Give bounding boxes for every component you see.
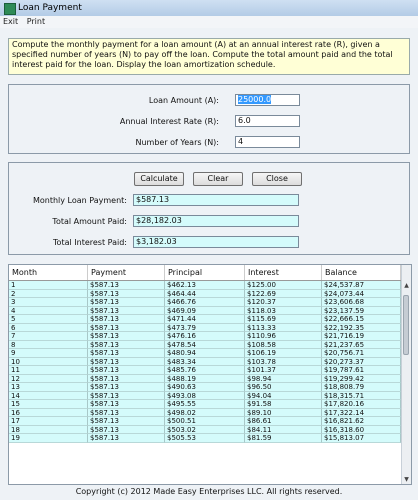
table-cell-payment: $587.13 — [88, 417, 165, 426]
years-label: Number of Years (N): — [135, 138, 219, 147]
table-cell-principal: $473.79 — [165, 324, 245, 333]
table-cell-month: 1 — [9, 281, 88, 290]
table-cell-month: 12 — [9, 375, 88, 384]
menu-print[interactable]: Print — [26, 17, 46, 26]
table-row[interactable] — [9, 281, 401, 290]
table-cell-month: 14 — [9, 392, 88, 401]
table-cell-month: 7 — [9, 332, 88, 341]
table-cell-interest: $89.10 — [245, 409, 322, 418]
table-cell-month: 5 — [9, 315, 88, 324]
table-body — [9, 281, 401, 443]
total-paid-label: Total Amount Paid: — [52, 217, 127, 226]
rate-label: Annual Interest Rate (R): — [119, 117, 219, 126]
table-cell-balance: $24,073.44 — [322, 290, 401, 299]
table-cell-interest: $81.59 — [245, 434, 322, 443]
table-cell-interest: $113.33 — [245, 324, 322, 333]
window-title: Loan Payment — [18, 3, 82, 13]
scroll-down-icon[interactable]: ▼ — [404, 476, 409, 483]
table-cell-interest: $101.37 — [245, 366, 322, 375]
vertical-scrollbar[interactable] — [401, 265, 411, 484]
table-cell-principal: $469.09 — [165, 307, 245, 316]
table-cell-balance: $20,756.71 — [322, 349, 401, 358]
table-cell-interest: $94.04 — [245, 392, 322, 401]
table-cell-payment: $587.13 — [88, 298, 165, 307]
table-cell-principal: $488.19 — [165, 375, 245, 384]
table-row[interactable] — [9, 290, 401, 299]
title-bar — [0, 0, 418, 17]
column-header-balance[interactable]: Balance — [322, 265, 401, 280]
loan-amount-label: Loan Amount (A): — [148, 96, 219, 105]
table-cell-month: 17 — [9, 417, 88, 426]
table-cell-month: 9 — [9, 349, 88, 358]
table-cell-payment: $587.13 — [88, 426, 165, 435]
table-cell-payment: $587.13 — [88, 366, 165, 375]
table-cell-interest: $108.58 — [245, 341, 322, 350]
table-cell-principal: $498.02 — [165, 409, 245, 418]
table-cell-balance: $16,821.62 — [322, 417, 401, 426]
table-cell-month: 2 — [9, 290, 88, 299]
close-button[interactable]: Close — [252, 172, 302, 186]
table-cell-balance: $16,318.60 — [322, 426, 401, 435]
table-cell-principal: $495.55 — [165, 400, 245, 409]
table-cell-balance: $19,787.61 — [322, 366, 401, 375]
table-cell-balance: $24,537.87 — [322, 281, 401, 290]
table-cell-interest: $103.78 — [245, 358, 322, 367]
table-cell-balance: $23,606.68 — [322, 298, 401, 307]
table-cell-payment: $587.13 — [88, 307, 165, 316]
table-header — [9, 265, 401, 281]
scroll-up-icon[interactable]: ▲ — [404, 282, 409, 289]
table-cell-payment: $587.13 — [88, 400, 165, 409]
table-cell-payment: $587.13 — [88, 315, 165, 324]
loan-amount-input[interactable]: 25000.0 — [235, 94, 300, 106]
table-row[interactable] — [9, 400, 401, 409]
table-row[interactable] — [9, 366, 401, 375]
column-header-payment[interactable]: Payment — [88, 265, 165, 280]
table-cell-interest: $98.94 — [245, 375, 322, 384]
table-cell-payment: $587.13 — [88, 392, 165, 401]
column-header-interest[interactable]: Interest — [245, 265, 322, 280]
table-cell-balance: $21,237.65 — [322, 341, 401, 350]
table-cell-payment: $587.13 — [88, 281, 165, 290]
table-cell-interest: $110.96 — [245, 332, 322, 341]
table-cell-month: 8 — [9, 341, 88, 350]
table-row[interactable] — [9, 307, 401, 316]
table-row[interactable] — [9, 383, 401, 392]
table-cell-interest: $120.37 — [245, 298, 322, 307]
table-cell-interest: $106.19 — [245, 349, 322, 358]
table-cell-month: 6 — [9, 324, 88, 333]
table-cell-balance: $23,137.59 — [322, 307, 401, 316]
years-input[interactable]: 4 — [235, 136, 300, 148]
calculate-button[interactable]: Calculate — [134, 172, 184, 186]
table-row[interactable] — [9, 409, 401, 418]
table-row[interactable] — [9, 434, 401, 443]
table-cell-principal: $490.63 — [165, 383, 245, 392]
table-cell-balance: $15,813.07 — [322, 434, 401, 443]
table-cell-principal: $462.13 — [165, 281, 245, 290]
column-header-month[interactable]: Month — [9, 265, 88, 280]
table-cell-interest: $84.11 — [245, 426, 322, 435]
table-row[interactable] — [9, 324, 401, 333]
table-cell-balance: $17,820.16 — [322, 400, 401, 409]
table-cell-balance: $17,322.14 — [322, 409, 401, 418]
copyright-text: Copyright (c) 2012 Made Easy Enterprises LLC. All rights reserved. — [75, 487, 343, 496]
table-cell-balance: $22,666.15 — [322, 315, 401, 324]
table-cell-principal: $483.34 — [165, 358, 245, 367]
table-cell-month: 4 — [9, 307, 88, 316]
table-cell-payment: $587.13 — [88, 358, 165, 367]
table-cell-interest: $118.03 — [245, 307, 322, 316]
table-cell-interest: $86.61 — [245, 417, 322, 426]
monthly-payment-label: Monthly Loan Payment: — [32, 196, 127, 205]
table-row[interactable] — [9, 341, 401, 350]
table-cell-principal: $503.02 — [165, 426, 245, 435]
table-cell-principal: $476.16 — [165, 332, 245, 341]
table-row[interactable] — [9, 315, 401, 324]
table-cell-balance: $19,299.42 — [322, 375, 401, 384]
table-cell-principal: $500.51 — [165, 417, 245, 426]
menu-exit[interactable]: Exit — [3, 17, 19, 26]
app-icon — [4, 3, 16, 15]
table-cell-balance: $20,273.37 — [322, 358, 401, 367]
table-cell-month: 10 — [9, 358, 88, 367]
amortization-table — [8, 264, 412, 485]
table-cell-interest: $91.58 — [245, 400, 322, 409]
table-cell-month: 19 — [9, 434, 88, 443]
table-cell-balance: $21,716.19 — [322, 332, 401, 341]
total-interest-label: Total Interest Paid: — [53, 238, 127, 247]
table-row[interactable] — [9, 426, 401, 435]
table-cell-payment: $587.13 — [88, 349, 165, 358]
total-paid-value: $28,182.03 — [133, 215, 299, 227]
results-panel — [8, 162, 410, 255]
table-cell-payment: $587.13 — [88, 341, 165, 350]
table-cell-payment: $587.13 — [88, 383, 165, 392]
table-cell-payment: $587.13 — [88, 434, 165, 443]
total-interest-value: $3,182.03 — [133, 236, 299, 248]
table-cell-principal: $485.76 — [165, 366, 245, 375]
table-cell-interest: $96.50 — [245, 383, 322, 392]
menu-bar — [0, 16, 418, 28]
table-cell-payment: $587.13 — [88, 375, 165, 384]
table-row[interactable] — [9, 332, 401, 341]
table-cell-principal: $480.94 — [165, 349, 245, 358]
table-row[interactable] — [9, 417, 401, 426]
table-cell-balance: $22,192.35 — [322, 324, 401, 333]
table-cell-month: 3 — [9, 298, 88, 307]
table-row[interactable] — [9, 349, 401, 358]
table-cell-month: 16 — [9, 409, 88, 418]
monthly-payment-value: $587.13 — [133, 194, 299, 206]
table-cell-principal: $466.76 — [165, 298, 245, 307]
table-row[interactable] — [9, 392, 401, 401]
table-cell-month: 11 — [9, 366, 88, 375]
table-row[interactable] — [9, 298, 401, 307]
rate-input[interactable]: 6.0 — [235, 115, 300, 127]
table-cell-principal: $464.44 — [165, 290, 245, 299]
table-cell-balance: $18,315.71 — [322, 392, 401, 401]
table-cell-interest: $122.69 — [245, 290, 322, 299]
input-panel — [8, 84, 410, 154]
table-cell-month: 15 — [9, 400, 88, 409]
table-cell-payment: $587.13 — [88, 332, 165, 341]
table-cell-principal: $478.54 — [165, 341, 245, 350]
table-cell-payment: $587.13 — [88, 324, 165, 333]
clear-button[interactable]: Clear — [193, 172, 243, 186]
table-cell-payment: $587.13 — [88, 290, 165, 299]
table-cell-month: 13 — [9, 383, 88, 392]
table-cell-principal: $471.44 — [165, 315, 245, 324]
scroll-thumb[interactable] — [403, 295, 409, 355]
table-cell-payment: $587.13 — [88, 409, 165, 418]
table-row[interactable] — [9, 375, 401, 384]
table-cell-interest: $125.00 — [245, 281, 322, 290]
table-cell-principal: $493.08 — [165, 392, 245, 401]
table-cell-principal: $505.53 — [165, 434, 245, 443]
column-header-principal[interactable]: Principal — [165, 265, 245, 280]
table-cell-interest: $115.69 — [245, 315, 322, 324]
table-cell-month: 18 — [9, 426, 88, 435]
table-cell-balance: $18,808.79 — [322, 383, 401, 392]
description-text: Compute the monthly payment for a loan amount (A) at an annual interest rate (R), given a specified number of years (N) to pay off the loan. Compute the total amount paid and the total interest paid for the loan. Display the loan amortization schedule. — [8, 38, 410, 75]
table-row[interactable] — [9, 358, 401, 367]
